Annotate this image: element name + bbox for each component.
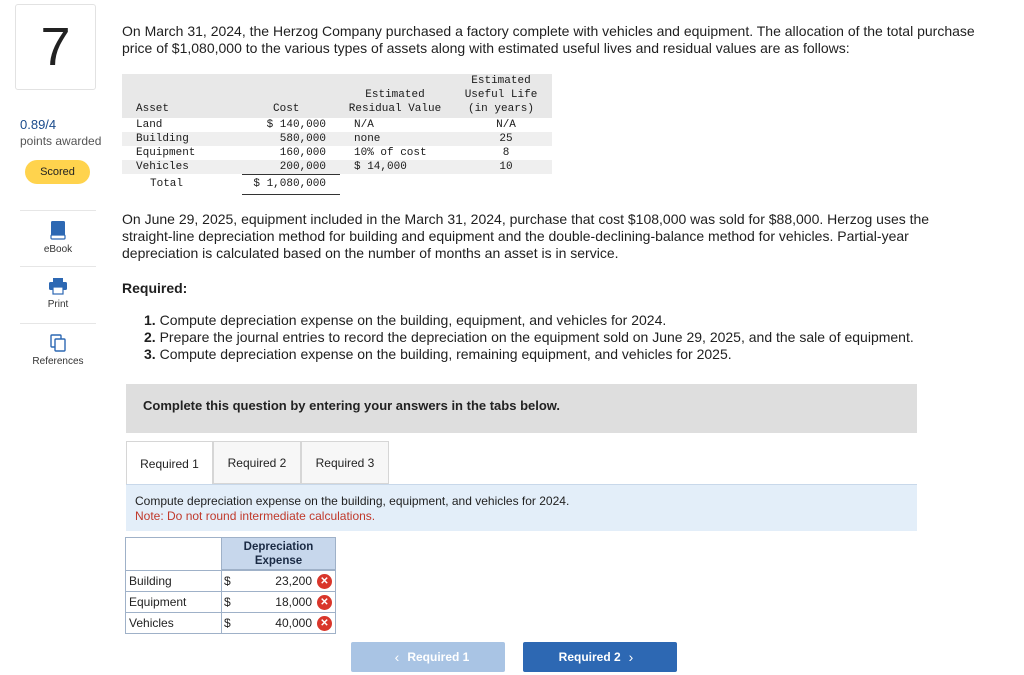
requirement-text: Compute depreciation expense on the building, equipment, and vehicles for 2024.	[155, 312, 667, 328]
points-awarded-label: points awarded	[20, 134, 102, 148]
asset-life: 10	[499, 161, 513, 173]
asset-residual: N/A	[354, 119, 374, 131]
complete-prompt-box	[126, 384, 917, 433]
dep-header-line-2: Expense	[254, 555, 303, 567]
ebook-button[interactable]	[20, 220, 96, 255]
complete-prompt: Complete this question by entering your answers in the tabs below.	[143, 398, 561, 413]
asset-life: 25	[499, 133, 513, 145]
tab-required-3[interactable]: Required 3	[301, 441, 389, 484]
requirement-number: 3.	[144, 346, 156, 362]
requirement-text: Compute depreciation expense on the building, remaining equipment, and vehicles for 2025.	[155, 346, 732, 362]
asset-residual: none	[354, 133, 381, 145]
table-row	[125, 570, 336, 592]
rail-divider	[20, 323, 96, 324]
vehicles-depreciation-input[interactable]: 40,000	[275, 616, 312, 630]
table-row	[125, 613, 336, 634]
prev-tab-label: Required 1	[407, 650, 470, 664]
required-heading: Required:	[122, 280, 188, 296]
incorrect-icon: ✕	[317, 616, 332, 631]
dep-header-blank	[125, 537, 221, 570]
question-number	[15, 4, 96, 90]
next-tab-label: Required 2	[558, 650, 621, 664]
row-label: Vehicles	[129, 616, 174, 630]
asset-cost: 200,000	[279, 161, 326, 173]
asset-name: Building	[136, 133, 189, 145]
asset-table	[122, 74, 552, 196]
references-button[interactable]	[20, 334, 96, 367]
depreciation-table	[125, 537, 336, 633]
tab-required-1[interactable]: Required 1	[126, 441, 213, 485]
col-header-residual-1: Estimated	[365, 89, 425, 101]
dep-header-line-1: Depreciation	[243, 541, 314, 553]
book-icon	[49, 220, 67, 240]
asset-name: Land	[136, 119, 163, 131]
asset-name: Vehicles	[136, 161, 189, 173]
asset-life: N/A	[496, 119, 516, 131]
prev-tab-button[interactable]	[351, 642, 505, 672]
chevron-left-icon: ‹	[394, 649, 400, 665]
next-tab-button[interactable]	[523, 642, 677, 672]
requirement-1	[144, 312, 1004, 329]
total-value: $ 1,080,000	[253, 178, 326, 190]
references-label: References	[32, 356, 84, 367]
instruction-box	[126, 484, 917, 531]
col-header-asset: Asset	[136, 103, 170, 115]
dollar-sign: $	[224, 574, 231, 588]
asset-name: Equipment	[136, 147, 196, 159]
col-header-life-2: Useful Life	[464, 89, 538, 101]
instruction-text: Compute depreciation expense on the building, equipment, and vehicles for 2024.	[135, 494, 570, 508]
incorrect-icon: ✕	[317, 574, 332, 589]
col-header-life-3: (in years)	[467, 103, 534, 115]
incorrect-icon: ✕	[317, 595, 332, 610]
col-header-residual-2: Residual Value	[348, 103, 442, 115]
scenario-paragraph: On June 29, 2025, equipment included in the March 31, 2024, purchase that cost $108,000 was sold for $88,000. Herzog uses the straight-line depreciation method for building and equipment and the double-declining-balance method for vehicles. Partial-year depreciation is calculated based on the number of months an asset is in service.	[122, 211, 930, 261]
dollar-sign: $	[224, 616, 231, 630]
asset-cost: 580,000	[279, 133, 326, 145]
total-label: Total	[150, 178, 184, 190]
documents-icon	[50, 334, 66, 352]
print-label: Print	[47, 299, 69, 310]
asset-residual: 10% of cost	[354, 147, 427, 159]
intro-paragraph: On March 31, 2024, the Herzog Company purchased a factory complete with vehicles and equipment. The allocation of the total purchase price of $1,080,000 to the various types of assets along with estimated useful lives and residual values are as follows:	[122, 23, 975, 56]
column-divider	[221, 571, 222, 591]
chevron-right-icon: ›	[628, 649, 634, 665]
equipment-depreciation-input[interactable]: 18,000	[275, 595, 312, 609]
question-number-text: 7	[40, 17, 71, 77]
dep-header	[221, 537, 336, 570]
tab-required-2[interactable]: Required 2	[213, 441, 301, 484]
row-label: Building	[129, 574, 172, 588]
dollar-sign: $	[224, 595, 231, 609]
requirement-3	[144, 346, 1004, 363]
requirement-number: 1.	[144, 312, 156, 328]
status-badge: Scored	[25, 160, 90, 184]
row-label: Equipment	[129, 595, 187, 609]
requirement-2	[144, 329, 1004, 346]
printer-icon	[49, 278, 67, 295]
score: 0.89/4	[20, 117, 57, 132]
rail-divider	[20, 210, 96, 211]
note-text: Note: Do not round intermediate calculations.	[135, 509, 376, 523]
building-depreciation-input[interactable]: 23,200	[275, 574, 312, 588]
requirement-number: 2.	[144, 329, 156, 345]
table-row	[125, 592, 336, 613]
col-header-life-1: Estimated	[471, 75, 531, 87]
asset-life: 8	[502, 147, 510, 159]
requirement-text: Prepare the journal entries to record the depreciation on the equipment sold on June 29, 2025, and the sale of equipment.	[155, 329, 914, 345]
print-button[interactable]	[20, 278, 96, 310]
total-double-rule	[242, 194, 340, 195]
rail-divider	[20, 266, 96, 267]
asset-residual: $ 14,000	[354, 161, 407, 173]
total-rule	[242, 174, 340, 175]
asset-cost: $ 140,000	[266, 119, 326, 131]
col-header-cost: Cost	[273, 103, 300, 115]
column-divider	[221, 592, 222, 612]
ebook-label: eBook	[43, 244, 73, 255]
asset-cost: 160,000	[279, 147, 326, 159]
column-divider	[221, 613, 222, 633]
